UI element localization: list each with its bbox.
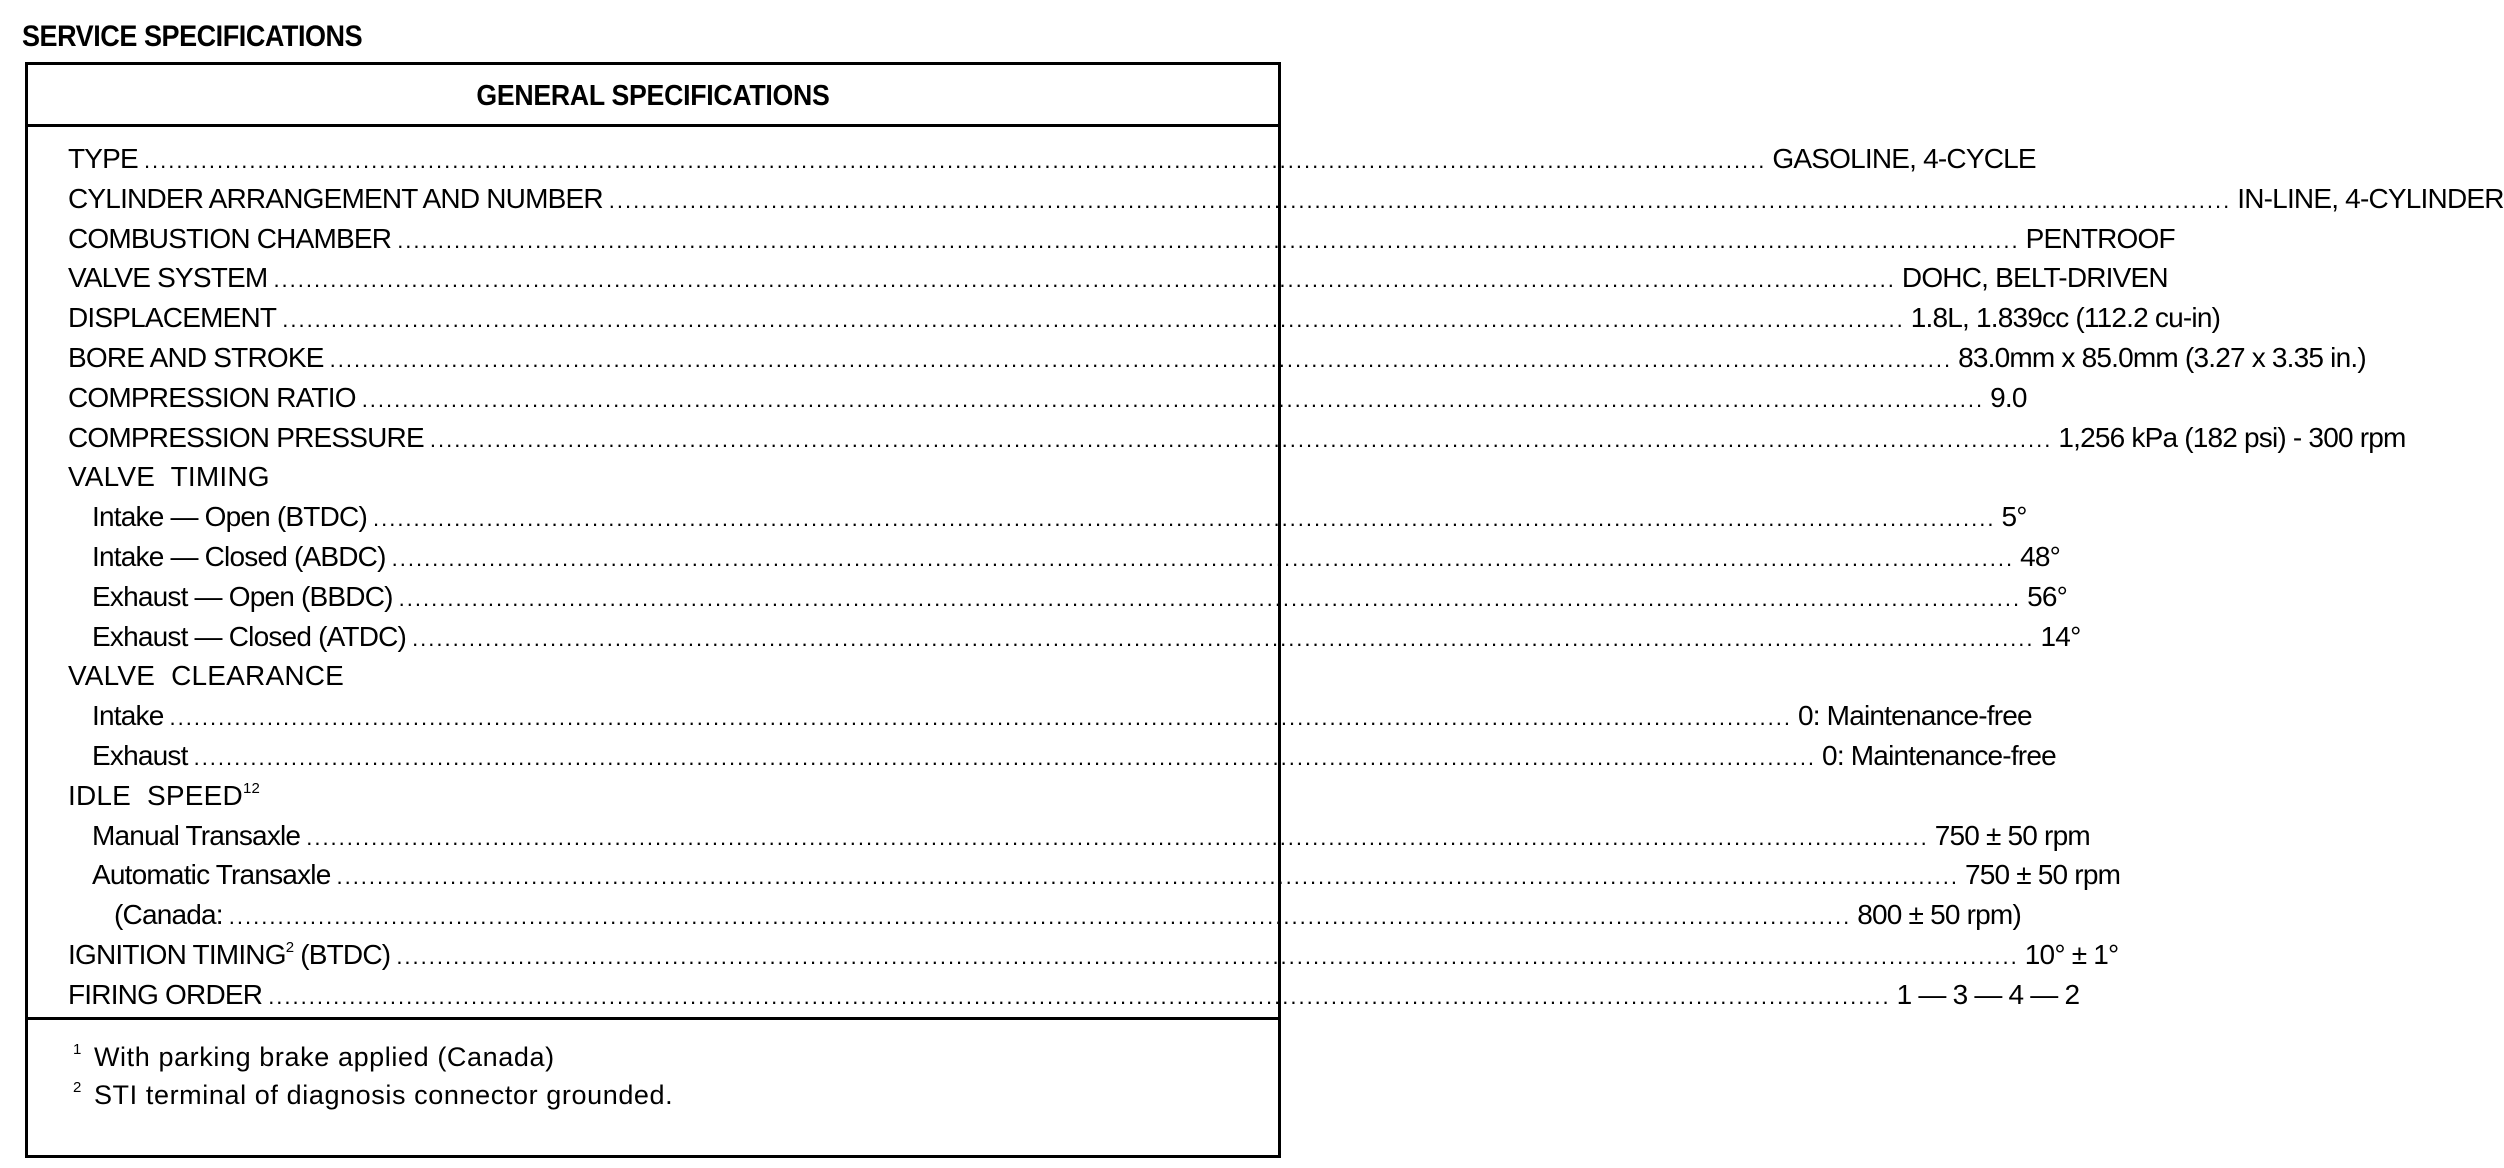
spec-label: Exhaust — Open (BBDC) [92, 580, 393, 612]
spec-row-valve-system [68, 258, 2168, 298]
spec-label: Intake — Open (BTDC) [92, 501, 367, 533]
spec-label: Intake — Closed (ABDC) [92, 540, 386, 572]
spec-value: 750 ± 50 rpm [1934, 819, 2090, 851]
spec-value: 1,256 kPa (182 psi) - 300 rpm [2058, 421, 2406, 453]
footnote-mark: 2 [73, 1079, 82, 1096]
footnote [73, 1069, 674, 1110]
spec-row-displacement [68, 298, 2221, 338]
spec-row-exhaust-open [68, 577, 2068, 617]
spec-value: GASOLINE, 4-CYCLE [1772, 143, 2036, 174]
spec-label: BORE AND STROKE [68, 341, 324, 373]
spec-row-compression-pressure [68, 418, 2406, 458]
spec-row-firing-order [68, 975, 2080, 1015]
leader-dots: ........................................................................................................................................................................................................ [397, 227, 2020, 253]
leader-dots: ........................................................................................................................................................................................................ [282, 307, 1905, 333]
leader-dots: ........................................................................................................................................................................................................ [336, 864, 1959, 890]
spec-section-valve-timing [68, 457, 1240, 497]
leader-dots: ........................................................................................................................................................................................................ [268, 983, 1891, 1009]
spec-label: (Canada: [114, 899, 223, 931]
leader-dots: ........................................................................................................................................................................................................ [398, 585, 2022, 611]
spec-label: COMPRESSION PRESSURE [68, 421, 424, 453]
spec-value: 750 ± 50 rpm [1964, 859, 2121, 891]
spec-value: 14° [2040, 620, 2081, 652]
spec-row-combustion-chamber [68, 219, 2175, 259]
spec-value: 48° [2020, 540, 2061, 572]
leader-dots: ........................................................................................................................................................................................................ [396, 943, 2019, 969]
leader-dots: ........................................................................................................................................................................................................ [143, 148, 1767, 173]
spec-value: 1.8L, 1.839cc (112.2 cu-in) [1910, 302, 2221, 334]
spec-label: TYPE [68, 143, 138, 174]
leader-dots: ........................................................................................................................................................................................................ [429, 426, 2053, 452]
general-specifications-table [25, 62, 2504, 1158]
leader-dots: ........................................................................................................................................................................................................ [306, 824, 1929, 850]
spec-label: Manual Transaxle [92, 819, 301, 851]
spec-value: 1 — 3 — 4 — 2 [1896, 978, 2080, 1010]
spec-value: 9.0 [1990, 381, 2027, 413]
spec-value: IN-LINE, 4-CYLINDER [2237, 182, 2504, 214]
leader-dots: ........................................................................................................................................................................................................ [361, 386, 1985, 412]
spec-row-clearance-intake [68, 696, 2032, 736]
spec-label: VALVE SYSTEM [68, 262, 268, 294]
spec-row-ignition-timing [68, 935, 2119, 975]
spec-row-exhaust-closed [68, 617, 2081, 657]
spec-value: 83.0mm x 85.0mm (3.27 x 3.35 in.) [1958, 341, 2366, 373]
spec-row-clearance-exhaust [68, 736, 2056, 776]
spec-value: 0: Maintenance-free [1797, 700, 2032, 732]
spec-label: CYLINDER ARRANGEMENT AND NUMBER [68, 182, 603, 214]
footnote [73, 1031, 673, 1072]
notes-divider [28, 1017, 1278, 1020]
spec-value: 10° ± 1° [2024, 938, 2119, 970]
spec-label: DISPLACEMENT [68, 302, 277, 334]
spec-value: 56° [2027, 580, 2068, 612]
footnote-ref: 2 [285, 938, 294, 956]
leader-dots: ........................................................................................................................................................................................................ [608, 187, 2232, 213]
footnote-text: STI terminal of diagnosis connector grounded. [93, 1080, 674, 1110]
spec-label: COMBUSTION CHAMBER [68, 222, 392, 254]
spec-row-compression-ratio [68, 378, 2027, 418]
spec-label: Exhaust [92, 739, 188, 771]
spec-row-bore-and-stroke [68, 338, 2366, 378]
spec-label: Automatic Transaxle [92, 859, 331, 891]
spec-row-intake-open [68, 497, 2027, 537]
spec-row-intake-closed [68, 537, 2061, 577]
page-title: SERVICE SPECIFICATIONS [22, 20, 363, 53]
footnote-ref: 12 [242, 779, 261, 797]
footnotes [73, 1031, 674, 1110]
leader-dots: ........................................................................................................................................................................................................ [372, 506, 1996, 532]
leader-dots: ........................................................................................................................................................................................................ [329, 346, 1953, 372]
spec-label: FIRING ORDER [68, 978, 263, 1010]
spec-row-cylinder-arrangement [68, 179, 2504, 219]
section-heading: VALVE CLEARANCE [68, 660, 345, 692]
spec-value: DOHC, BELT-DRIVEN [1901, 262, 2168, 294]
spec-value: PENTROOF [2025, 222, 2175, 254]
spec-section-valve-clearance [68, 656, 1240, 696]
leader-dots: ........................................................................................................................................................................................................ [169, 705, 1792, 731]
spec-value: 5° [2001, 501, 2027, 533]
spec-value: 0: Maintenance-free [1822, 739, 2056, 771]
spec-row-canada [68, 895, 2021, 935]
table-title: GENERAL SPECIFICATIONS [28, 65, 1278, 127]
spec-value: 800 ± 50 rpm) [1857, 899, 2021, 931]
footnote-text: With parking brake applied (Canada) [93, 1042, 555, 1072]
spec-label: Exhaust — Closed (ATDC) [92, 620, 407, 652]
leader-dots: ........................................................................................................................................................................................................ [193, 744, 1817, 770]
leader-dots: ........................................................................................................................................................................................................ [228, 904, 1852, 930]
section-heading: VALVE TIMING [68, 461, 270, 493]
spec-rows [68, 139, 2504, 1015]
spec-label: COMPRESSION RATIO [68, 381, 356, 413]
section-heading: IDLE SPEED$^{12}$ [68, 779, 261, 811]
spec-row-automatic-transaxle [68, 855, 2121, 895]
spec-row-type [68, 139, 2036, 179]
leader-dots: ........................................................................................................................................................................................................ [273, 267, 1896, 293]
spec-label: Intake [92, 700, 164, 732]
spec-section-idle-speed [68, 776, 1240, 816]
spec-label: IGNITION TIMING$^2$ (BTDC) [68, 938, 391, 970]
leader-dots: ........................................................................................................................................................................................................ [391, 545, 2015, 571]
spec-row-manual-transaxle [68, 816, 2090, 856]
footnote-mark: 1 [73, 1041, 82, 1058]
leader-dots: ........................................................................................................................................................................................................ [412, 625, 2035, 651]
